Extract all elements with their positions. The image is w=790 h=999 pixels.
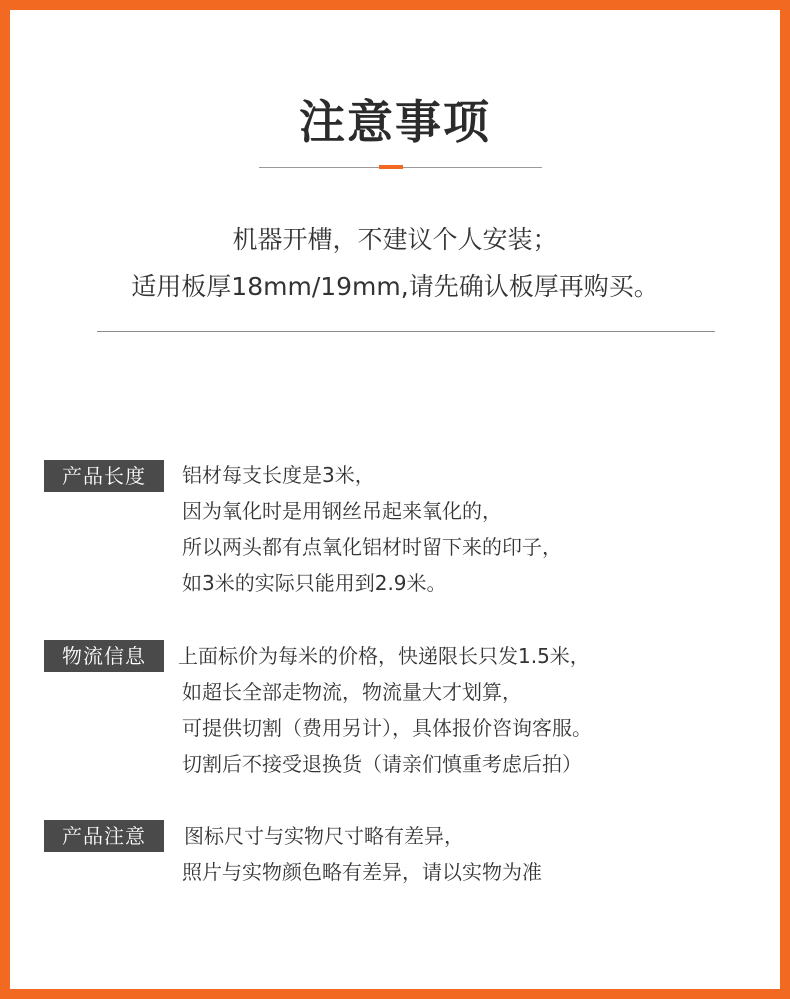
section-body-logistics bbox=[178, 638, 592, 782]
section-line: 如超长全部走物流，物流量大才划算， bbox=[182, 680, 522, 704]
intro-line-1: 机器开槽，不建议个人安装； bbox=[232, 225, 558, 254]
section-line: 图标尺寸与实物尺寸略有差异， bbox=[184, 824, 464, 848]
section-line: 如3米的实际只能用到2.9米。 bbox=[182, 571, 447, 595]
intro-line-2: 适用板厚18mm/19mm,请先确认板厚再购买。 bbox=[131, 272, 659, 301]
section-line: 切割后不接受退换货（请亲们慎重考虑后拍） bbox=[182, 752, 582, 776]
section-tag-logistics: 物流信息 bbox=[44, 640, 164, 672]
title-accent-bar bbox=[379, 165, 403, 169]
section-line: 上面标价为每米的价格，快递限长只发1.5米， bbox=[178, 644, 590, 668]
section-line: 因为氧化时是用钢丝吊起来氧化的， bbox=[182, 499, 502, 523]
page-title: 注意事项 bbox=[299, 95, 491, 149]
section-line: 铝材每支长度是3米， bbox=[182, 463, 375, 487]
section-line: 照片与实物颜色略有差异，请以实物为准 bbox=[182, 860, 542, 884]
section-body-length bbox=[182, 457, 562, 601]
intro-divider bbox=[97, 331, 715, 332]
section-line: 可提供切割（费用另计），具体报价咨询客服。 bbox=[182, 716, 592, 740]
section-tag-notice: 产品注意 bbox=[44, 820, 164, 852]
section-line: 所以两头都有点氧化铝材时留下来的印子， bbox=[182, 535, 562, 559]
section-body-notice bbox=[184, 818, 542, 890]
section-tag-length: 产品长度 bbox=[44, 460, 164, 492]
